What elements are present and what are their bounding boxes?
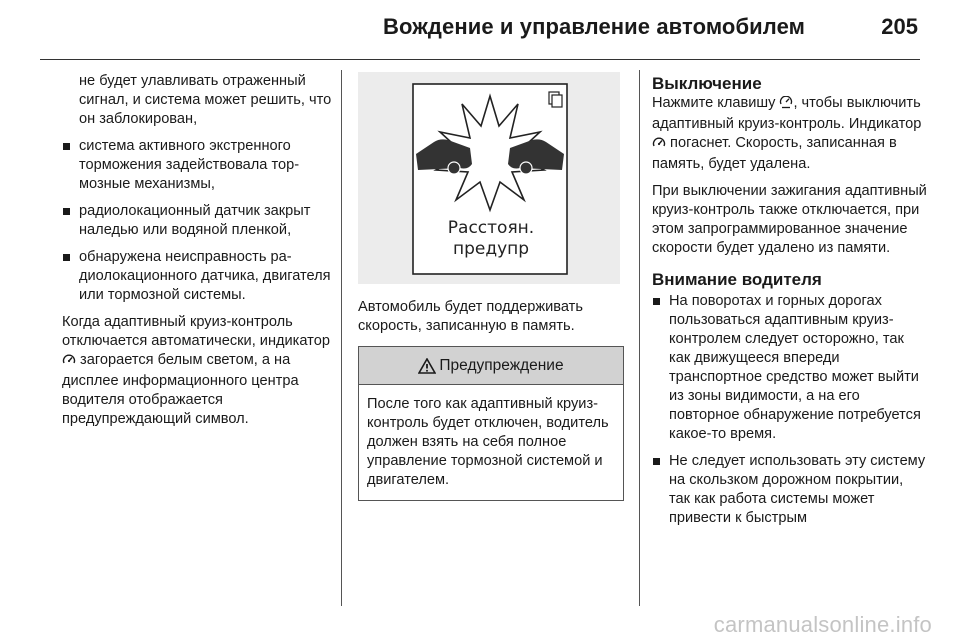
ignition-off-paragraph: При выключении зажигания адаптивный круиз-контроль также отключается, при этом запрограммированное значение скорости будет удалено из памяти. (652, 183, 927, 256)
paragraph-text: , чтобы выключить адаптивный круиз-контроль. Индикатор (652, 95, 922, 132)
warning-header (359, 347, 623, 385)
warning-triangle-icon (418, 358, 436, 374)
off-paragraph (652, 94, 928, 174)
paragraph-text: Нажмите клавишу (652, 95, 780, 111)
column-divider-right (639, 70, 640, 606)
column-divider-left (341, 70, 342, 606)
page-header-title: Вождение и управление автомобилем (383, 14, 805, 39)
figure-label-line2: предупр (452, 239, 530, 259)
bullet-item: система активного экстренного торможения задействовала тормозные механизмы, (62, 137, 332, 194)
bullet-item: Не следует использовать эту систему на скользком дорожном покрытии, так как работа системы может привести к быстрым (652, 452, 928, 528)
warning-title: Предупреждение (439, 357, 564, 374)
auto-off-paragraph (62, 313, 332, 429)
paragraph-text: погаснет. Скорость, записанная в память, будет удалена. (652, 135, 897, 172)
warning-body: После того как адаптивный круиз-контроль будет отключен, водитель должен взять на себя полное управление тормозной системой и двигателем. (367, 396, 609, 488)
bullet-item: радиолокационный датчик закрыт наледью или водяной пленкой, (62, 202, 332, 240)
section-heading-off: Выключение (652, 74, 762, 93)
figure-label-line1: Расстоян. (447, 218, 535, 238)
watermark: carmanualsonline.info (713, 612, 932, 637)
section-heading-attention: Внимание водителя (652, 270, 822, 289)
continued-bullet-text: не будет улавливать отраженный сигнал, и система может решить, что он заблокирован, (79, 73, 332, 127)
paragraph-text: загорается белым светом, а на дисплее информационного центра водителя отображается предупреждающий символ. (62, 352, 299, 427)
column-right (652, 72, 928, 536)
cruise-control-button-icon (779, 96, 793, 115)
bullet-list (652, 292, 928, 528)
distance-warning-figure (358, 72, 620, 284)
column-left (62, 72, 332, 437)
cruise-control-indicator-icon (62, 353, 76, 372)
bullet-item: обнаружена неисправность радиолокационного датчика, двигателя или тормозной системы. (62, 248, 332, 305)
figure-caption: Автомобиль будет поддерживать скорость, записанную в память. (358, 299, 583, 334)
paragraph-text: Когда адаптивный круиз-контроль отключается автоматически, индикатор (62, 314, 330, 349)
bullet-item: На поворотах и горных дорогах пользоваться адаптивным круиз-контролем следует осторожно, так как движущееся впереди транспортное средство может выйти из зоны видимости, а на его повторное обнаружение потребуется какое-то время. (652, 292, 928, 444)
bullet-list (62, 137, 332, 305)
page-number: 205 (881, 14, 918, 39)
column-middle (358, 72, 628, 501)
cruise-control-indicator-icon (652, 136, 666, 155)
page-header (40, 0, 920, 60)
warning-box (358, 346, 624, 501)
